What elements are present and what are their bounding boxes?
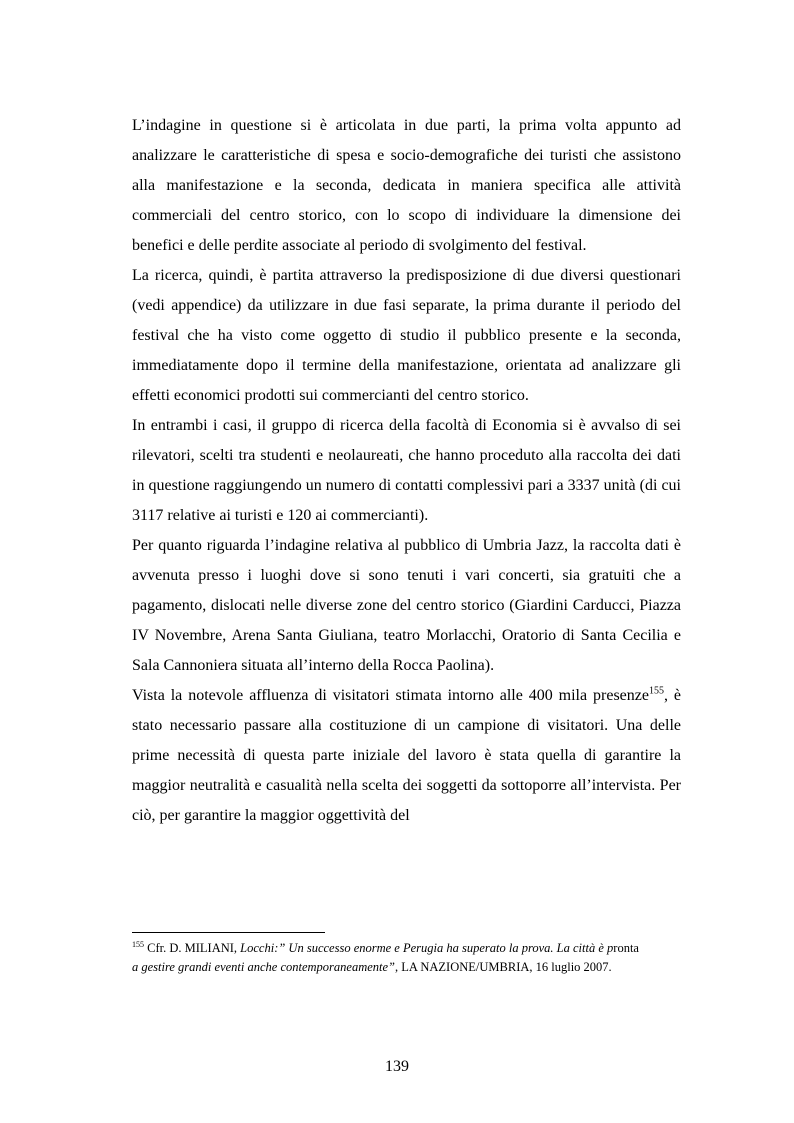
paragraph-survey-structure: L’indagine in questione si è articolata in due parti, la prima volta appunto ad analizzare le caratteristiche di spesa e socio-demografiche dei turisti che assistono alla manifestazione e la seconda, dedicata in maniera specifica alle attività commerciali del centro storico, con lo scopo di individuare la dimensione dei benefici e delle perdite associate al periodo di svolgimento del festival. (132, 117, 681, 254)
paragraph-data-collection: Per quanto riguarda l’indagine relativa al pubblico di Umbria Jazz, la raccolta dati è avvenuta presso i luoghi dove si sono tenuti i vari concerti, sia gratuiti che a pagamento, dislocati nelle diverse zone del centro storico (Giardini Carducci, Piazza IV Novembre, Arena Santa Giuliana, teatro Morlacchi, Oratorio di Santa Cecilia e Sala Cannoniera situata all’interno della Rocca Paolina). (132, 537, 681, 674)
footnote-article-title-continued: a gestire grandi eventi anche contemporaneamente” (132, 960, 396, 974)
page-number: 139 (385, 1058, 409, 1075)
footnote-reference: 155 (648, 685, 664, 697)
footnote-citation-source: , LA NAZIONE/UMBRIA, 16 luglio 2007. (395, 960, 612, 974)
footnote-citation-prefix: Cfr. D. MILIANI, (144, 941, 241, 955)
body-text (132, 111, 681, 831)
paragraph-sampling-start: Vista la notevole affluenza di visitatori stimata intorno alle 400 mila presenze (132, 687, 649, 704)
footnote-separator (132, 932, 325, 933)
footnote-number: 155 (132, 939, 144, 949)
paragraph-questionnaires: La ricerca, quindi, è partita attraverso la predisposizione di due diversi questionari (vedi appendice) da utilizzare in due fasi separate, la prima durante il periodo del festival che ha visto come oggetto di studio il pubblico presente e la seconda, immediatamente dopo il termine della manifestazione, orientata ad analizzare gli effetti economici prodotti sui commercianti del centro storico. (132, 267, 681, 404)
paragraph-sampling-end: , è stato necessario passare alla costituzione di un campione di visitatori. Una delle prime necessità di questa parte iniziale del lavoro è stata quella di garantire la maggior neutralità e casualità nella scelta dei soggetti da sottoporre all’intervista. Per ciò, per garantire la maggior oggettività del (132, 687, 681, 824)
paragraph-sampling (132, 681, 681, 831)
footnote-article-title-tail: ronta (613, 941, 639, 955)
footnote-article-title: Locchi:” Un successo enorme e Perugia ha superato la prova. La città è p (240, 941, 614, 955)
footnote (132, 939, 681, 977)
paragraph-research-group: In entrambi i casi, il gruppo di ricerca della facoltà di Economia si è avvalso di sei rilevatori, scelti tra studenti e neolaureati, che hanno proceduto alla raccolta dei dati in questione raggiungendo un numero di contatti complessivi pari a 3337 unità (di cui 3117 relative ai turisti e 120 ai commercianti). (132, 417, 681, 524)
